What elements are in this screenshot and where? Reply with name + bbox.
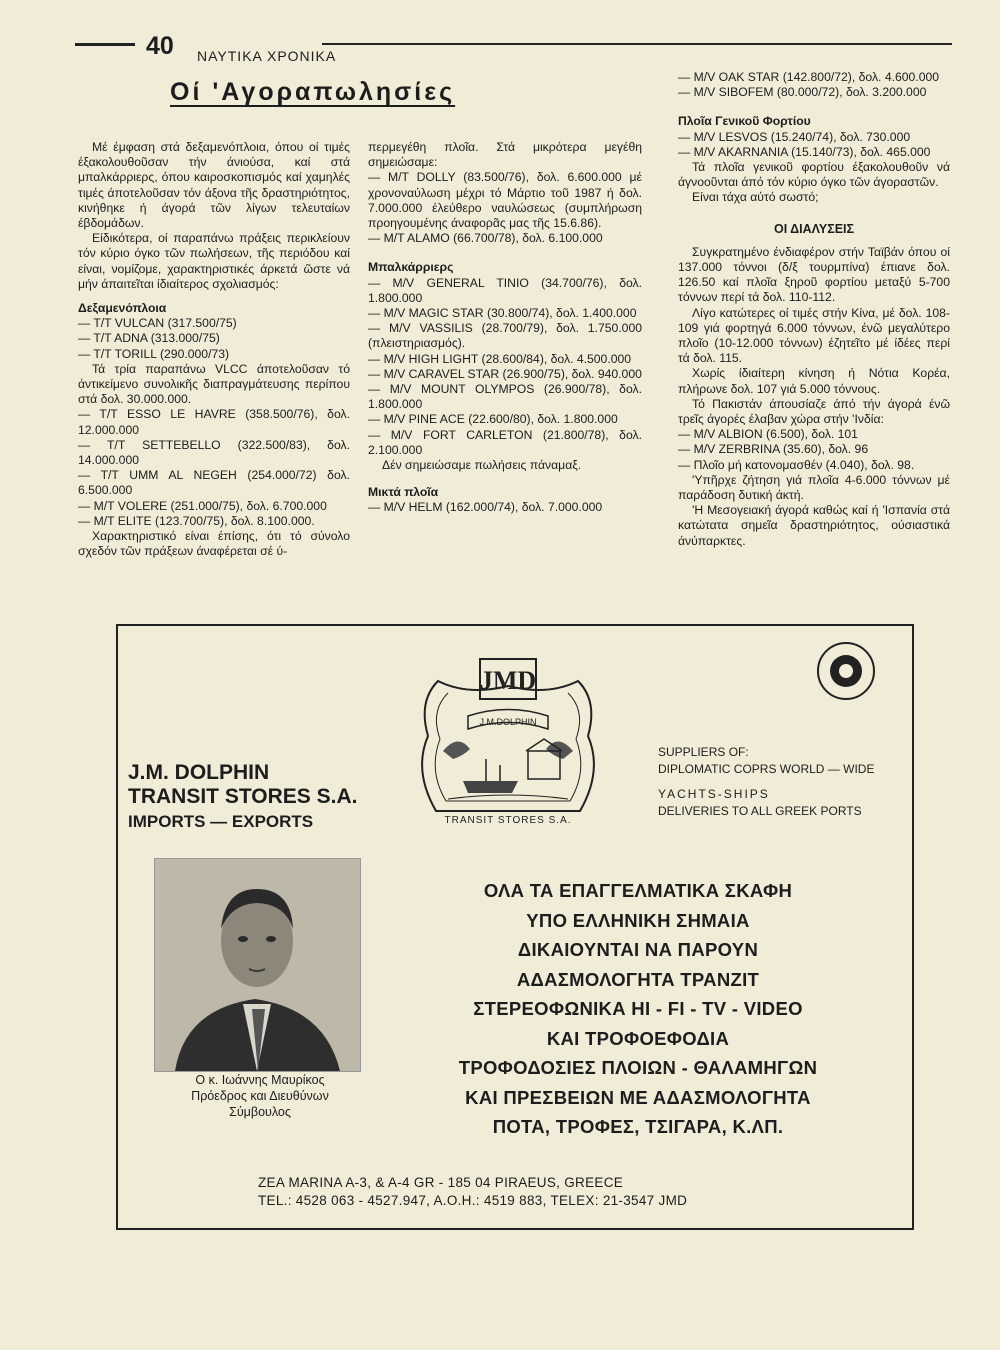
caption-line: Πρόεδρος και Διευθύνων <box>191 1089 329 1103</box>
paragraph: Δέν σημειώσαμε πωλήσεις πάναμαξ. <box>382 458 582 473</box>
address-line: ZEA MARINA A-3, & A-4 GR - 185 04 PIRAEUS, GREECE <box>258 1175 624 1190</box>
section-heading-demolitions: ΟΙ ΔΙΑΛΥΣΕΙΣ <box>773 221 855 236</box>
list-item: — T/T ADNA (313.000/75) <box>78 331 220 346</box>
company-tagline: IMPORTS — EXPORTS <box>128 812 314 831</box>
section-heading-tankers: Δεξαμενόπλοια <box>78 301 167 316</box>
paragraph: Τά πλοῖα γενικοῦ φορτίου έξακολουθοῦν νά άγνοοῦνται άπό τόν κύριο όγκο τῶν άγοραστῶν. <box>678 160 950 190</box>
logo-banner: J.M.DOLPHIN <box>479 717 537 727</box>
list-item: — M/V PINE ACE (22.600/80), δολ. 1.800.000 <box>368 412 618 427</box>
dolphin-logo-icon <box>408 641 608 833</box>
suppliers-line: YACHTS-SHIPS <box>658 787 770 801</box>
section-heading-mixed: Μικτά πλοῖα <box>368 485 439 500</box>
list-item: — M/T ALAMO (66.700/78), δολ. 6.100.000 <box>368 231 603 246</box>
list-item: — T/T TORILL (290.000/73) <box>78 346 230 361</box>
photo-caption <box>128 1072 392 1120</box>
headline-line: ΚΑΙ ΠΡΕΣΒΕΙΩΝ ΜΕ ΑΔΑΣΜΟΛΟΓΗΤΑ <box>465 1086 811 1108</box>
headline-line: ΥΠΟ ΕΛΛΗΝΙΚΗ ΣΗΜΑΙΑ <box>526 909 750 931</box>
headline-line: ΔΙΚΑΙΟΥΝΤΑΙ ΝΑ ΠΑΡΟΥΝ <box>517 939 759 960</box>
suppliers-line: DIPLOMATIC COPRS WORLD — WIDE <box>658 762 875 776</box>
page-number: 40 <box>146 32 174 60</box>
section-heading-bulk: Μπαλκάρριερς <box>368 260 454 275</box>
caption-line: Σύμβουλος <box>229 1105 291 1119</box>
section-heading-general-cargo: Πλοῖα Γενικοῦ Φορτίου <box>678 114 811 129</box>
paragraph: Τό Πακιστάν άπουσίαζε άπό τήν άγορά ένῶ τρεῖς άγορές έλαβαν χώρα στήν 'Ινδία: <box>678 396 950 427</box>
list-item: — M/V FORT CARLETON (21.800/78), δολ. 2.100.000 <box>368 427 642 457</box>
headline-line: ΠΟΤΑ, ΤΡΟΦΕΣ, ΤΣΙΓΑΡΑ, Κ.ΛΠ. <box>492 1116 784 1137</box>
list-item: — T/T ESSO LE HAVRE (358.500/76), δολ. 12.000.000 <box>78 407 350 437</box>
list-item: — M/V HIGH LIGHT (28.600/84), δολ. 4.500.000 <box>368 351 632 366</box>
header-rule-right <box>322 43 952 45</box>
ad-headline <box>398 876 878 1142</box>
paragraph: Συγκρατημένο ένδιαφέρον στήν Ταϊβάν όπου οί 137.000 τόννοι (δ/ξ τουρμπίνα) έπιανε δολ. 126.50 καί πλοῖα ξηροῦ φορτίου μεταξύ 5-700 τόννων περί τά δολ. 110-112. <box>678 244 950 305</box>
list-item: — T/T SETTEBELLO (322.500/83), δολ. 14.000.000 <box>78 437 350 468</box>
list-item: — M/V AKARNANIA (15.140/73), δολ. 465.000 <box>678 144 931 159</box>
headline-line: ΚΑΙ ΤΡΟΦΟΕΦΟΔΙΑ <box>546 1027 730 1049</box>
intro-paragraph: Μέ έμφαση στά δεξαμενόπλοια, όπου οί τιμές έξακολουθοῦσαν τήν άνιούσα, καί στά μπαλκάρριερς, όπου καιροσκοπισμός καί χαμηλές τιμές άποτελοῦσαν τόν άξονα τῆς δραστηριότητος, κινήθηκε ή άγορά τῶν λίγων τελευταίων έβδομάδων. <box>78 140 350 231</box>
list-item: — M/T VOLERE (251.000/75), δολ. 6.700.000 <box>78 498 327 513</box>
list-item: — M/V GENERAL TINIO (34.700/76), δολ. 1.800.000 <box>368 275 642 305</box>
list-item: — M/V HELM (162.000/74), δολ. 7.000.000 <box>368 500 603 515</box>
paragraph: Χωρίς ίδιαίτερη κίνηση ή Νότια Κορέα, πλήρωνε δολ. 107 γιά 5.000 τόννους. <box>678 366 950 396</box>
paragraph: Τά τρία παραπάνω VLCC άποτελοῦσαν τό άντικείμενο συνολικῆς διαπραγμάτευσης περίπου στά δολ. 30.000.000. <box>78 361 350 407</box>
caption-line: Ο κ. Ιωάννης Μαυρίκος <box>195 1073 325 1087</box>
list-item: — M/V MAGIC STAR (30.800/74), δολ. 1.400.000 <box>368 306 637 321</box>
column-2 <box>368 140 642 516</box>
paragraph: Είναι τάχα αύτό σωστό; <box>692 190 819 205</box>
list-item: — M/T ELITE (123.700/75), δολ. 8.100.000. <box>78 513 315 528</box>
headline-line: ΤΡΟΦΟΔΟΣΙΕΣ ΠΛΟΙΩΝ - ΘΑΛΑΜΗΓΩΝ <box>458 1057 818 1078</box>
list-item: — M/V VASSILIS (28.700/79), δολ. 1.750.000 (πλειστηριασμός). <box>368 321 642 351</box>
suppliers-title: SUPPLIERS OF: <box>658 745 749 759</box>
headline-line: ΟΛΑ ΤΑ ΕΠΑΓΓΕΛΜΑΤΙΚΑ ΣΚΑΦΗ <box>483 880 793 901</box>
list-item: — Πλοῖο μή κατονομασθέν (4.040), δολ. 98. <box>678 457 915 472</box>
paragraph: Είδικότερα, οί παραπάνω πράξεις περικλείουν τόν κύριο όγκο τῶν πωλήσεων, τῆς περιόδου καί είναι, νομίζομε, χαρακτηριστικές άρκετά ῶστε νά μήν άπαιτεῖται ίδιαίτερος σχολιασμός: <box>78 231 350 291</box>
list-item: — M/T DOLLY (83.500/76), δολ. 6.600.000 μέ χρονοναύλωση μέχρι τό Μάρτιο τοῦ 1987 ή δολ. 7.000.000 έλεύθερο ναυλώσεως (συμπλήρωση προηγουμένης άναφορᾶς μας τῆς 15.6.86). <box>368 170 642 231</box>
list-item: — M/V LESVOS (15.240/74), δολ. 730.000 <box>678 129 911 144</box>
list-item: — M/V ZERBRINA (35.60), δολ. 96 <box>678 442 869 457</box>
column-3 <box>678 70 950 549</box>
suppliers-line: DELIVERIES TO ALL GREEK PORTS <box>658 804 862 818</box>
paragraph: περμεγέθη πλοῖα. Στά μικρότερα μεγέθη σημειώσαμε: <box>368 140 642 170</box>
paragraph: 'Υπῆρχε ζήτηση γιά πλοῖα 4-6.000 τόννων μέ παράδοση δυτική άκτή. <box>678 472 950 503</box>
headline-line: ΑΔΑΣΜΟΛΟΓΗΤΑ ΤΡΑΝΖΙΤ <box>516 968 760 990</box>
association-seal-icon <box>806 636 886 706</box>
portrait-image-icon <box>155 859 360 1071</box>
list-item: — T/T UMM AL NEGEH (254.000/72) δολ. 6.500.000 <box>78 468 350 498</box>
header-rule-left <box>75 43 135 46</box>
headline-line: ΣΤΕΡΕΟΦΩΝΙΚΑ HI - FI - TV - VIDEO <box>473 998 803 1019</box>
paragraph: Λίγο κατώτερες οί τιμές στήν Κίνα, μέ δολ. 108-109 γιά φορτηγά 6.000 τόννων, ένῶ μεγαλύτερο πλοῖο (10-12.000 τόννων) έζητεῖτο μέ ίδέες περί τά δολ. 115. <box>678 305 950 366</box>
paragraph: Χαρακτηριστικό είναι έπίσης, ότι τό σύνολο σχεδόν τῶν πράξεων άναφέρεται σέ ύ- <box>78 529 350 559</box>
phone-telex-line: TEL.: 4528 063 - 4527.947, A.O.H.: 4519 883, TELEX: 21-3547 JMD <box>258 1193 688 1208</box>
svg-text:JMD: JMD <box>479 666 537 695</box>
portrait-photo <box>154 858 361 1072</box>
company-name <box>128 761 357 809</box>
contact-address <box>258 1174 687 1210</box>
logo-bottom-text: TRANSIT STORES S.A. <box>444 815 572 826</box>
paragraph: 'Η Μεσογειακή άγορά καθώς καί ή 'Ισπανία στά κατώτατα σημεῖα δραστηριότητος, ούσιαστικά άνύπαρκτες. <box>678 503 950 548</box>
list-item: — M/V CARAVEL STAR (26.900/75), δολ. 940.000 <box>368 366 642 381</box>
list-item: — M/V SIBOFEM (80.000/72), δολ. 3.200.000 <box>678 85 927 100</box>
advertisement-box <box>116 624 914 1230</box>
column-1 <box>78 140 350 559</box>
list-item: — M/V ALBION (6.500), δολ. 101 <box>678 427 858 442</box>
list-item: — M/V MOUNT OLYMPOS (26.900/78), δολ. 1.800.000 <box>368 382 642 412</box>
company-name-line2: TRANSIT STORES S.A. <box>128 785 358 808</box>
article-title: Οί 'Αγοραπωλησίες <box>170 78 456 106</box>
magazine-name: ΝΑΥΤΙΚΑ ΧΡΟΝΙΚΑ <box>197 48 337 64</box>
list-item: — T/T VULCAN (317.500/75) <box>78 316 237 331</box>
list-item: — M/V OAK STAR (142.800/72), δολ. 4.600.000 <box>678 70 940 84</box>
company-name-line1: J.M. DOLPHIN <box>128 761 270 784</box>
suppliers-block <box>658 744 874 820</box>
